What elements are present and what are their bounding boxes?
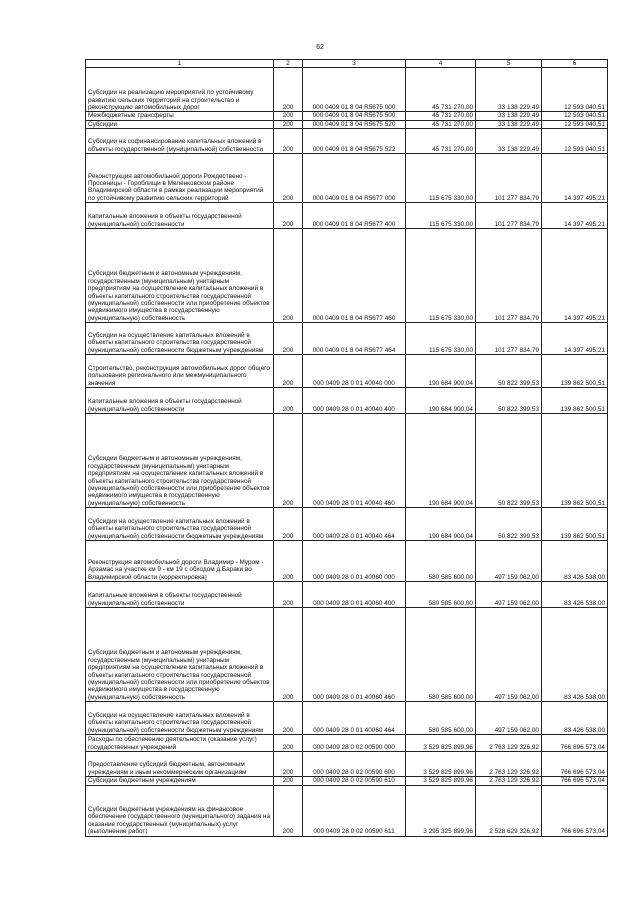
row-name: Субсидии на осуществление капитальных вложений в объекты капитального строительства государственной (муниципальной) собственности бюджетным учреждениям: [86, 702, 274, 735]
row-unexecuted-amount: 766 696 573,04: [542, 785, 608, 836]
table-row: [86, 203, 608, 229]
col-header-4: 4: [406, 60, 476, 68]
row-approved-amount: 580 585 600,00: [406, 582, 476, 608]
row-line-code: 200: [274, 112, 303, 120]
table-row: [86, 582, 608, 608]
row-unexecuted-amount: 139 862 500,51: [542, 508, 608, 541]
row-approved-amount: 115 675 330,00: [406, 229, 476, 323]
row-name: Субсидии на софинансирование капитальных вложений в объекты государственной (муниципальной) собственности: [86, 129, 274, 154]
row-classification-code: 000 0409 01 8 04 R5675 500: [303, 112, 406, 120]
row-unexecuted-amount: 83 426 538,00: [542, 582, 608, 608]
row-executed-amount: 33 138 229,49: [476, 120, 542, 128]
row-approved-amount: 3 295 325 899,96: [406, 785, 476, 836]
row-line-code: 200: [274, 541, 303, 582]
col-header-6: 6: [542, 60, 608, 68]
row-executed-amount: 2 528 629 326,92: [476, 785, 542, 836]
row-approved-amount: 580 585 600,00: [406, 608, 476, 702]
row-unexecuted-amount: 83 426 538,00: [542, 702, 608, 735]
row-line-code: 200: [274, 120, 303, 128]
row-name: Расходы по обеспечению деятельности (оказание услуг) государственных учреждений: [86, 735, 274, 752]
table-row: [86, 154, 608, 203]
row-classification-code: 000 0409 28 0 02 00590 000: [303, 735, 406, 752]
row-line-code: 200: [274, 203, 303, 229]
row-name: Субсидии на реализацию мероприятий по устойчивому развитию сельских территорий на строительство и реконструкцию автомобильных дорог: [86, 68, 274, 112]
row-name: Межбюджетные трансферты: [86, 112, 274, 120]
row-executed-amount: 33 138 229,49: [476, 129, 542, 154]
row-executed-amount: 497 159 062,00: [476, 582, 542, 608]
table-row: [86, 323, 608, 355]
table-row: [86, 129, 608, 154]
row-classification-code: 000 0409 01 8 04 R5677 000: [303, 154, 406, 203]
row-approved-amount: 580 585 600,00: [406, 541, 476, 582]
row-executed-amount: 101 277 834,79: [476, 203, 542, 229]
row-executed-amount: 33 138 229,49: [476, 68, 542, 112]
table-header-row: [86, 60, 608, 68]
row-classification-code: 000 0409 28 0 01 40060 000: [303, 541, 406, 582]
row-line-code: 200: [274, 355, 303, 388]
row-line-code: 200: [274, 414, 303, 508]
row-executed-amount: 50 822 399,53: [476, 508, 542, 541]
row-name: Субсидии бюджетным учреждениям на финансовое обеспечение государственного (муниципального) задания на оказание государственных (муниципальных) услуг (выполнение работ): [86, 785, 274, 836]
row-name: Субсидии на осуществление капитальных вложений в объекты капитального строительства государственной (муниципальной) собственности бюджетным учреждениям: [86, 323, 274, 355]
row-executed-amount: 497 159 062,00: [476, 541, 542, 582]
table-row: [86, 355, 608, 388]
row-executed-amount: 50 822 399,53: [476, 355, 542, 388]
row-name: Реконструкция автомобильной дороги Владимир - Муром - Арзамас на участке км 9 - км 19 с обходом д.Бараки во Владимирской области (корректировка): [86, 541, 274, 582]
row-unexecuted-amount: 139 862 500,51: [542, 414, 608, 508]
row-classification-code: 000 0409 28 0 01 40040 460: [303, 414, 406, 508]
row-approved-amount: 115 675 330,00: [406, 203, 476, 229]
col-header-3: 3: [303, 60, 406, 68]
page-number: 62: [316, 44, 324, 51]
row-unexecuted-amount: 766 696 573,04: [542, 777, 608, 785]
row-approved-amount: 3 529 825 899,96: [406, 752, 476, 777]
row-line-code: 200: [274, 582, 303, 608]
col-header-1: 1: [86, 60, 274, 68]
row-line-code: 200: [274, 154, 303, 203]
row-line-code: 200: [274, 735, 303, 752]
budget-table: [85, 59, 608, 837]
row-approved-amount: 45 731 270,00: [406, 120, 476, 128]
row-approved-amount: 45 731 270,00: [406, 68, 476, 112]
row-name: Предоставление субсидий бюджетным, автономным учреждениям и иным некоммерческим организациям: [86, 752, 274, 777]
row-approved-amount: 580 585 600,00: [406, 702, 476, 735]
row-classification-code: 000 0409 01 8 04 R5675 000: [303, 68, 406, 112]
row-unexecuted-amount: 139 862 500,51: [542, 388, 608, 414]
row-classification-code: 000 0409 01 8 04 R5675 520: [303, 120, 406, 128]
row-line-code: 200: [274, 777, 303, 785]
row-executed-amount: 50 822 399,53: [476, 414, 542, 508]
table-row: [86, 752, 608, 777]
row-approved-amount: 45 731 270,00: [406, 112, 476, 120]
row-line-code: 200: [274, 702, 303, 735]
table-row: [86, 541, 608, 582]
table-row: [86, 112, 608, 120]
row-classification-code: 000 0409 28 0 01 40040 464: [303, 508, 406, 541]
row-executed-amount: 101 277 834,79: [476, 154, 542, 203]
row-classification-code: 000 0409 01 8 04 R5675 522: [303, 129, 406, 154]
row-executed-amount: 2 763 129 326,92: [476, 752, 542, 777]
row-classification-code: 000 0409 28 0 01 40060 464: [303, 702, 406, 735]
table-row: [86, 120, 608, 128]
col-header-5: 5: [476, 60, 542, 68]
row-executed-amount: 497 159 062,00: [476, 608, 542, 702]
row-executed-amount: 2 763 129 326,92: [476, 735, 542, 752]
row-approved-amount: 3 529 825 899,96: [406, 735, 476, 752]
row-unexecuted-amount: 14 397 495,21: [542, 229, 608, 323]
row-unexecuted-amount: 14 397 495,21: [542, 323, 608, 355]
table-row: [86, 608, 608, 702]
table-row: [86, 68, 608, 112]
row-unexecuted-amount: 766 696 573,04: [542, 735, 608, 752]
row-line-code: 200: [274, 129, 303, 154]
row-classification-code: 000 0409 28 0 01 40060 460: [303, 608, 406, 702]
row-classification-code: 000 0409 28 0 01 40040 400: [303, 388, 406, 414]
row-approved-amount: 190 684 900,04: [406, 355, 476, 388]
row-classification-code: 000 0409 01 8 04 R5677 400: [303, 203, 406, 229]
table-row: [86, 735, 608, 752]
row-unexecuted-amount: 14 397 495,21: [542, 203, 608, 229]
row-unexecuted-amount: 83 426 538,00: [542, 608, 608, 702]
row-name: Строительство, реконструкция автомобильных дорог общего пользования регионального или межмуниципального значения: [86, 355, 274, 388]
row-line-code: 200: [274, 323, 303, 355]
row-line-code: 200: [274, 508, 303, 541]
row-approved-amount: 115 675 330,00: [406, 154, 476, 203]
row-name: Субсидии: [86, 120, 274, 128]
row-name: Капитальные вложения в объекты государственной (муниципальной) собственности: [86, 582, 274, 608]
table-row: [86, 777, 608, 785]
col-header-2: 2: [274, 60, 303, 68]
row-executed-amount: 101 277 834,79: [476, 229, 542, 323]
row-line-code: 200: [274, 388, 303, 414]
table-row: [86, 388, 608, 414]
row-name: Субсидии бюджетным и автономным учреждениям, государственным (муниципальным) унитарным предприятиям на осуществление капитальных вложений в объекты капитального строительства государственной (муниципальной) собственности или приобретение объектов недвижимого имущества в государственную (муниципальную) собственность: [86, 414, 274, 508]
row-approved-amount: 45 731 270,00: [406, 129, 476, 154]
row-name: Субсидии бюджетным учреждениям: [86, 777, 274, 785]
row-unexecuted-amount: 12 593 040,51: [542, 129, 608, 154]
row-approved-amount: 190 684 900,04: [406, 388, 476, 414]
row-classification-code: 000 0409 28 0 01 40060 400: [303, 582, 406, 608]
row-executed-amount: 497 159 062,00: [476, 702, 542, 735]
row-name: Субсидии бюджетным и автономным учреждениям, государственным (муниципальным) унитарным предприятиям на осуществление капитальных вложений в объекты капитального строительства государственной (муниципальной) собственности или приобретение объектов недвижимого имущества в государственную (муниципальную) собственность: [86, 608, 274, 702]
table-row: [86, 414, 608, 508]
row-line-code: 200: [274, 68, 303, 112]
row-classification-code: 000 0409 01 8 04 R5677 464: [303, 323, 406, 355]
row-name: Субсидии бюджетным и автономным учреждениям, государственным (муниципальным) унитарным предприятиям на осуществление капитальных вложений в объекты капитального строительства государственной (муниципальной) собственности или приобретение объектов недвижимого имущества в государственную (муниципальную) собственность: [86, 229, 274, 323]
table-row: [86, 702, 608, 735]
row-classification-code: 000 0409 28 0 02 00590 611: [303, 785, 406, 836]
row-executed-amount: 50 822 399,53: [476, 388, 542, 414]
table-row: [86, 229, 608, 323]
row-approved-amount: 190 684 900,04: [406, 414, 476, 508]
row-unexecuted-amount: 12 593 040,51: [542, 68, 608, 112]
row-unexecuted-amount: 139 862 500,51: [542, 355, 608, 388]
row-line-code: 200: [274, 608, 303, 702]
row-name: Субсидии на осуществление капитальных вложений в объекты капитального строительства государственной (муниципальной) собственности бюджетным учреждениям: [86, 508, 274, 541]
row-executed-amount: 101 277 834,79: [476, 323, 542, 355]
row-line-code: 200: [274, 752, 303, 777]
row-executed-amount: 2 763 129 326,92: [476, 777, 542, 785]
row-name: Капитальные вложения в объекты государственной (муниципальной) собственности: [86, 388, 274, 414]
row-name: Реконструкция автомобильной дороги Рождествено - Просеницы - Гороблищи в Меленковском районе Владимирской области в рамках реализации мероприятий по устойчивому развитию сельских территорий: [86, 154, 274, 203]
row-approved-amount: 190 684 900,04: [406, 508, 476, 541]
row-unexecuted-amount: 12 593 040,51: [542, 120, 608, 128]
row-classification-code: 000 0409 01 8 04 R5677 460: [303, 229, 406, 323]
table-row: [86, 508, 608, 541]
row-approved-amount: 3 529 825 899,96: [406, 777, 476, 785]
row-classification-code: 000 0409 28 0 02 00590 600: [303, 752, 406, 777]
row-line-code: 200: [274, 229, 303, 323]
row-executed-amount: 33 138 229,49: [476, 112, 542, 120]
row-unexecuted-amount: 766 696 573,04: [542, 752, 608, 777]
row-name: Капитальные вложения в объекты государственной (муниципальной) собственности: [86, 203, 274, 229]
row-approved-amount: 115 675 330,00: [406, 323, 476, 355]
row-unexecuted-amount: 14 397 495,21: [542, 154, 608, 203]
row-unexecuted-amount: 12 593 040,51: [542, 112, 608, 120]
row-classification-code: 000 0409 28 0 01 40040 000: [303, 355, 406, 388]
table-row: [86, 785, 608, 836]
row-unexecuted-amount: 83 426 538,00: [542, 541, 608, 582]
row-classification-code: 000 0409 28 0 02 00590 610: [303, 777, 406, 785]
row-line-code: 200: [274, 785, 303, 836]
